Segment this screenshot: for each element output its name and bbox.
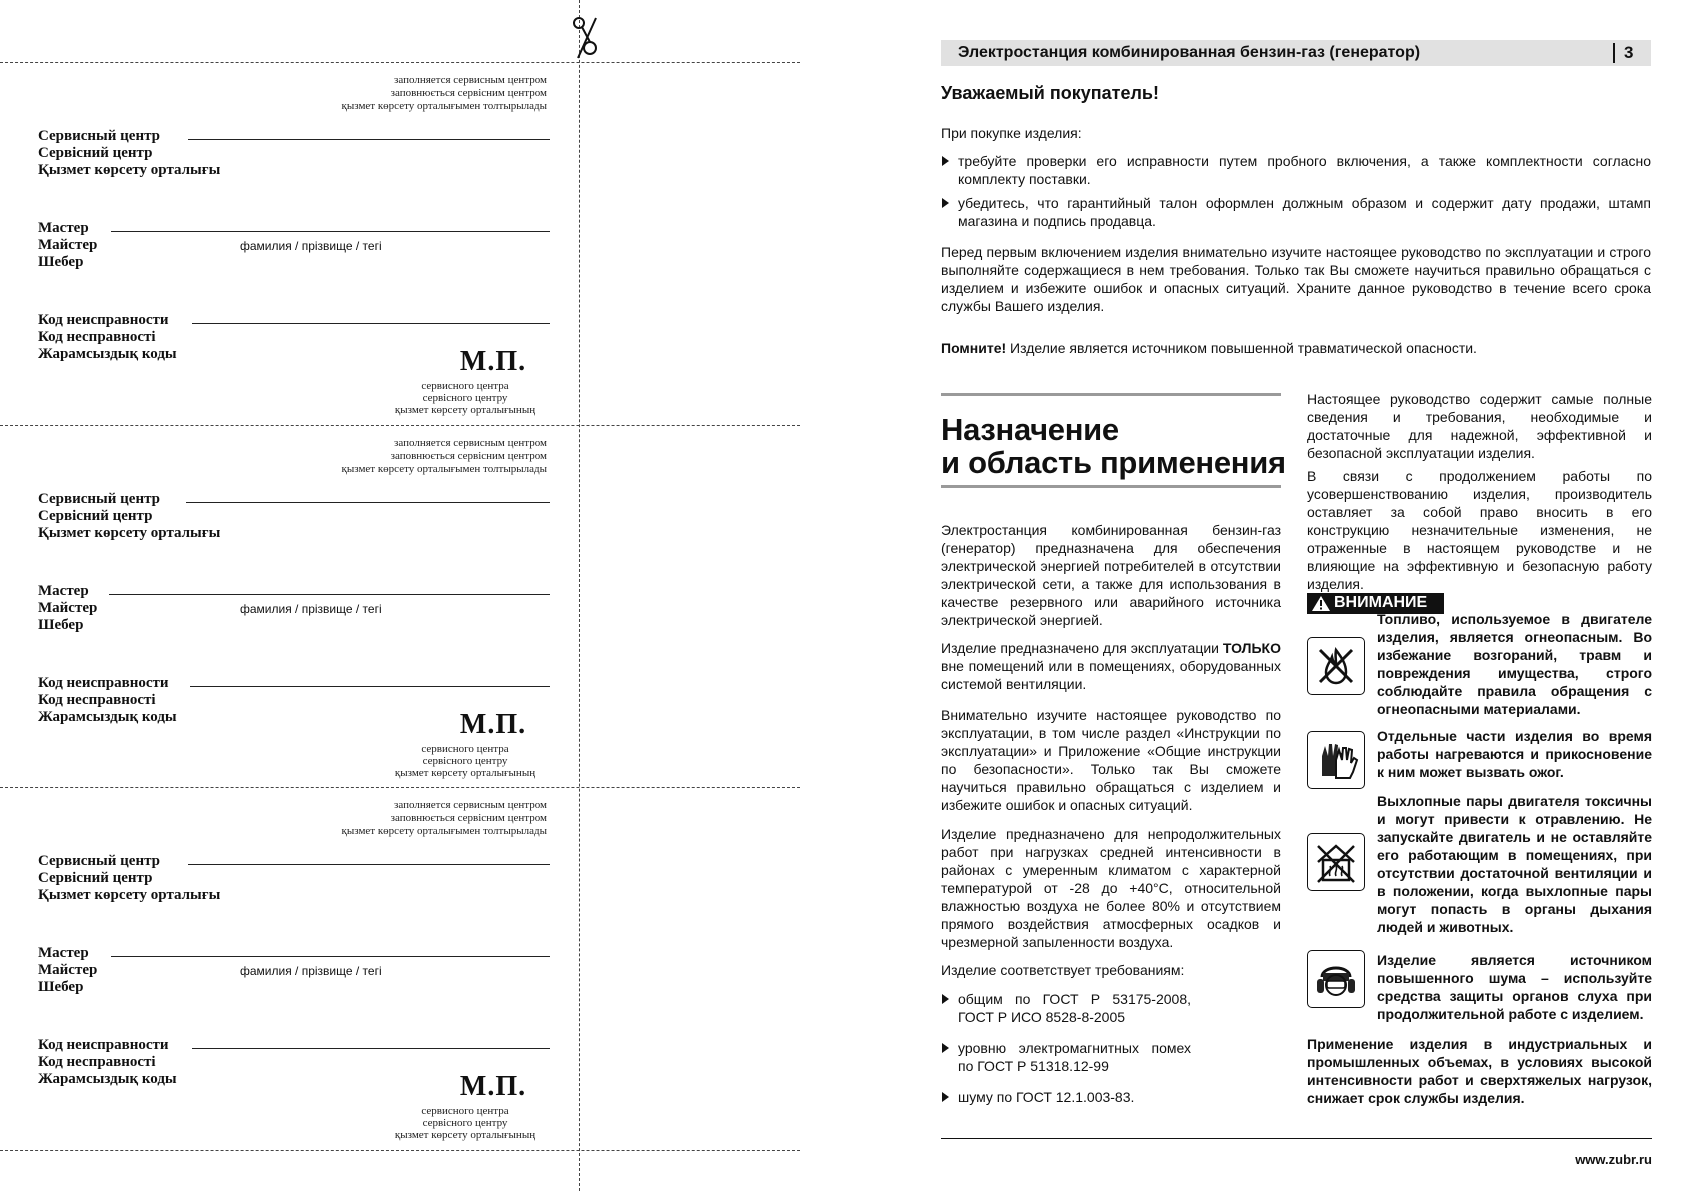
name-hint: фамилия / прізвище / тегі (240, 602, 382, 616)
page-number: 3 (1624, 43, 1634, 62)
fill-note: заполняется сервисным центром заповнюється сервісним центром қызмет көрсету орталығымен толтырылады (341, 437, 547, 475)
section-rule-top (941, 393, 1281, 396)
section-title: Назначение и область применения (941, 412, 1286, 480)
service-center-line (186, 502, 550, 503)
service-life-note: Применение изделия в индустриальных и промышленных объемах, в условиях высокой интенсивности работ и сверхтяжелых нагрузок, снижает срок службы изделия. (1307, 1036, 1652, 1106)
conditions-paragraph: Изделие предназначено для непродолжительных работ при нагрузках средней интенсивности в районах с умеренным климатом с характерной температурой от -28 до +40°С, относительной влажностью воздуха не более 80% и отсутствием прямого воздействия атмосферных осадков и чрезмерной запыленности воздуха. (941, 826, 1281, 950)
fault-code-line (192, 1048, 550, 1049)
service-center-label: Сервисный центр Сервісний центр Қызмет көрсету орталығы (38, 853, 221, 903)
study-paragraph: Внимательно изучите настоящее руководство по эксплуатации, в том числе раздел «Инструкции по эксплуатации» и Приложение «Общие инструкции по безопасности». Только так Вы сможете научиться правильно обращаться с изделием и избежите ошибок и опасных ситуаций. (941, 707, 1281, 813)
fault-code-line (190, 686, 550, 687)
bullet-arrow-icon (942, 1092, 949, 1102)
bullet-arrow-icon (942, 198, 949, 208)
service-center-label: Сервисный центр Сервісний центр Қызмет көрсету орталығы (38, 491, 221, 541)
fill-note: заполняется сервисным центром заповнюється сервісним центром қызмет көрсету орталығымен толтырылады (341, 74, 547, 112)
bullet-arrow-icon (942, 156, 949, 166)
horizontal-cut-line (0, 1150, 800, 1151)
master-label: Мастер Майстер Шебер (38, 220, 98, 270)
coupon-2 (0, 425, 580, 785)
footer-rule (941, 1138, 1652, 1139)
master-line (111, 956, 550, 957)
master-label: Мастер Майстер Шебер (38, 945, 98, 995)
warning-badge: ВНИМАНИЕ (1307, 593, 1444, 614)
stamp-note: сервисного центра сервісного центру қызмет көрсету орталығының (394, 743, 536, 779)
manual-info-paragraph: Настоящее руководство содержит самые полные сведения и требования, необходимые и достаточные для надежной, эффективной и безопасной эксплуатации изделия. (1307, 391, 1652, 461)
purpose-paragraph: Электростанция комбинированная бензин-газ (генератор) предназначена для обеспечения электрической энергией потребителей в отсутствии электрической сети, а также для использования в качестве резервного или аварийного источника электрической энергией. (941, 522, 1281, 628)
stamp-note: сервисного центра сервісного центру қызмет көрсету орталығының (394, 1105, 536, 1141)
scissors-icon (570, 14, 604, 60)
fault-code-label: Код неисправности Код несправності Жарамсыздық коды (38, 1037, 177, 1087)
usage-paragraph: Изделие предназначено для эксплуатации ТОЛЬКО вне помещений или в помещениях, оборудованных системой вентиляции. (941, 640, 1281, 692)
manufacturer-rights-paragraph: В связи с продолжением работы по усовершенствованию изделия, производитель оставляет за собой право вносить в его конструкцию незначительные изменения, не отраженные в настоящем руководстве и не влияющие на эффективную и безопасную работу изделия. (1307, 468, 1652, 592)
list-item: шуму по ГОСТ 12.1.003-83. (941, 1088, 1191, 1106)
gloves-icon (1307, 731, 1365, 789)
warning-text: Изделие является источником повышенного шума – используйте средства защиты органов слуха при продолжительной работе с изделием. (1377, 952, 1652, 1022)
website-url[interactable]: www.zubr.ru (1575, 1152, 1652, 1167)
stamp-mark: М.П. (459, 346, 527, 377)
bullet-arrow-icon (942, 994, 949, 1004)
remember-paragraph: Помните! Изделие является источником повышенной травматической опасности. (941, 340, 1477, 356)
list-item: уровню электромагнитных помех по ГОСТ Р 51318.12-99 (941, 1039, 1191, 1075)
warning-triangle-icon (1312, 596, 1330, 611)
master-line (109, 594, 550, 595)
bullet-arrow-icon (942, 1043, 949, 1053)
coupon-1 (0, 62, 580, 422)
list-item: требуйте проверки его исправности путем пробного включения, а также комплектности согласно комплекту поставки. (941, 152, 1651, 188)
list-item: общим по ГОСТ Р 53175-2008, ГОСТ Р ИСО 8528-8-2005 (941, 990, 1191, 1026)
list-item: убедитесь, что гарантийный талон оформлен должным образом и содержит дату продажи, штамп магазина и подпись продавца. (941, 194, 1651, 230)
section-rule-bottom (941, 485, 1281, 488)
coupon-3 (0, 787, 580, 1147)
before-use-paragraph: Перед первым включением изделия внимательно изучите настоящее руководство по эксплуатации и строго выполняйте содержащиеся в нем требования. Только так Вы сможете научиться правильно обращаться с изделием и избежите ошибок и опасных ситуаций. Храните данное руководство в течение всего срока службы Вашего изделия. (941, 244, 1651, 314)
on-purchase-text: При покупке изделия: (941, 125, 1082, 141)
master-label: Мастер Майстер Шебер (38, 583, 98, 633)
name-hint: фамилия / прізвище / тегі (240, 239, 382, 253)
warning-text: Топливо, используемое в двигателе изделия, является огнеопасным. Во избежание возгораний, травм и повреждения имущества, строго соблюдайте правила обращения с огнеопасными материалами. (1377, 611, 1652, 717)
running-header (941, 40, 1651, 66)
fault-code-line (192, 323, 550, 324)
fill-note: заполняется сервисным центром заповнюється сервісним центром қызмет көрсету орталығымен толтырылады (341, 799, 547, 837)
stamp-mark: М.П. (459, 1071, 527, 1102)
service-center-label: Сервисный центр Сервісний центр Қызмет көрсету орталығы (38, 128, 221, 178)
no-indoor-exhaust-icon (1307, 833, 1365, 891)
name-hint: фамилия / прізвище / тегі (240, 964, 382, 978)
stamp-mark: М.П. (459, 709, 527, 740)
service-center-line (188, 139, 550, 140)
fault-code-label: Код неисправности Код несправності Жарамсыздық коды (38, 312, 177, 362)
service-center-line (188, 864, 550, 865)
greeting: Уважаемый покупатель! (941, 83, 1159, 103)
header-separator (1613, 43, 1615, 63)
hearing-protection-icon (1307, 950, 1365, 1008)
manual-page (842, 0, 1684, 1191)
warning-text: Отдельные части изделия во время работы нагреваются и прикосновение к ним может вызвать ожог. (1377, 728, 1652, 780)
fault-code-label: Код неисправности Код несправності Жарамсыздық коды (38, 675, 177, 725)
no-fire-icon (1307, 637, 1365, 695)
header-title: Электростанция комбинированная бензин-газ (генератор) (958, 44, 1421, 61)
warning-text: Выхлопные пары двигателя токсичны и могут привести к отравлению. Не запускайте двигатель и не оставляйте его работающим в помещениях, при отсутствии достаточной вентиляции и в положении, когда выхлопные пары могут попасть в органы дыхания людей и животных. (1377, 793, 1652, 935)
master-line (111, 231, 550, 232)
stamp-note: сервисного центра сервісного центру қызмет көрсету орталығының (394, 380, 536, 416)
requirements-intro: Изделие соответствует требованиям: (941, 962, 1185, 978)
